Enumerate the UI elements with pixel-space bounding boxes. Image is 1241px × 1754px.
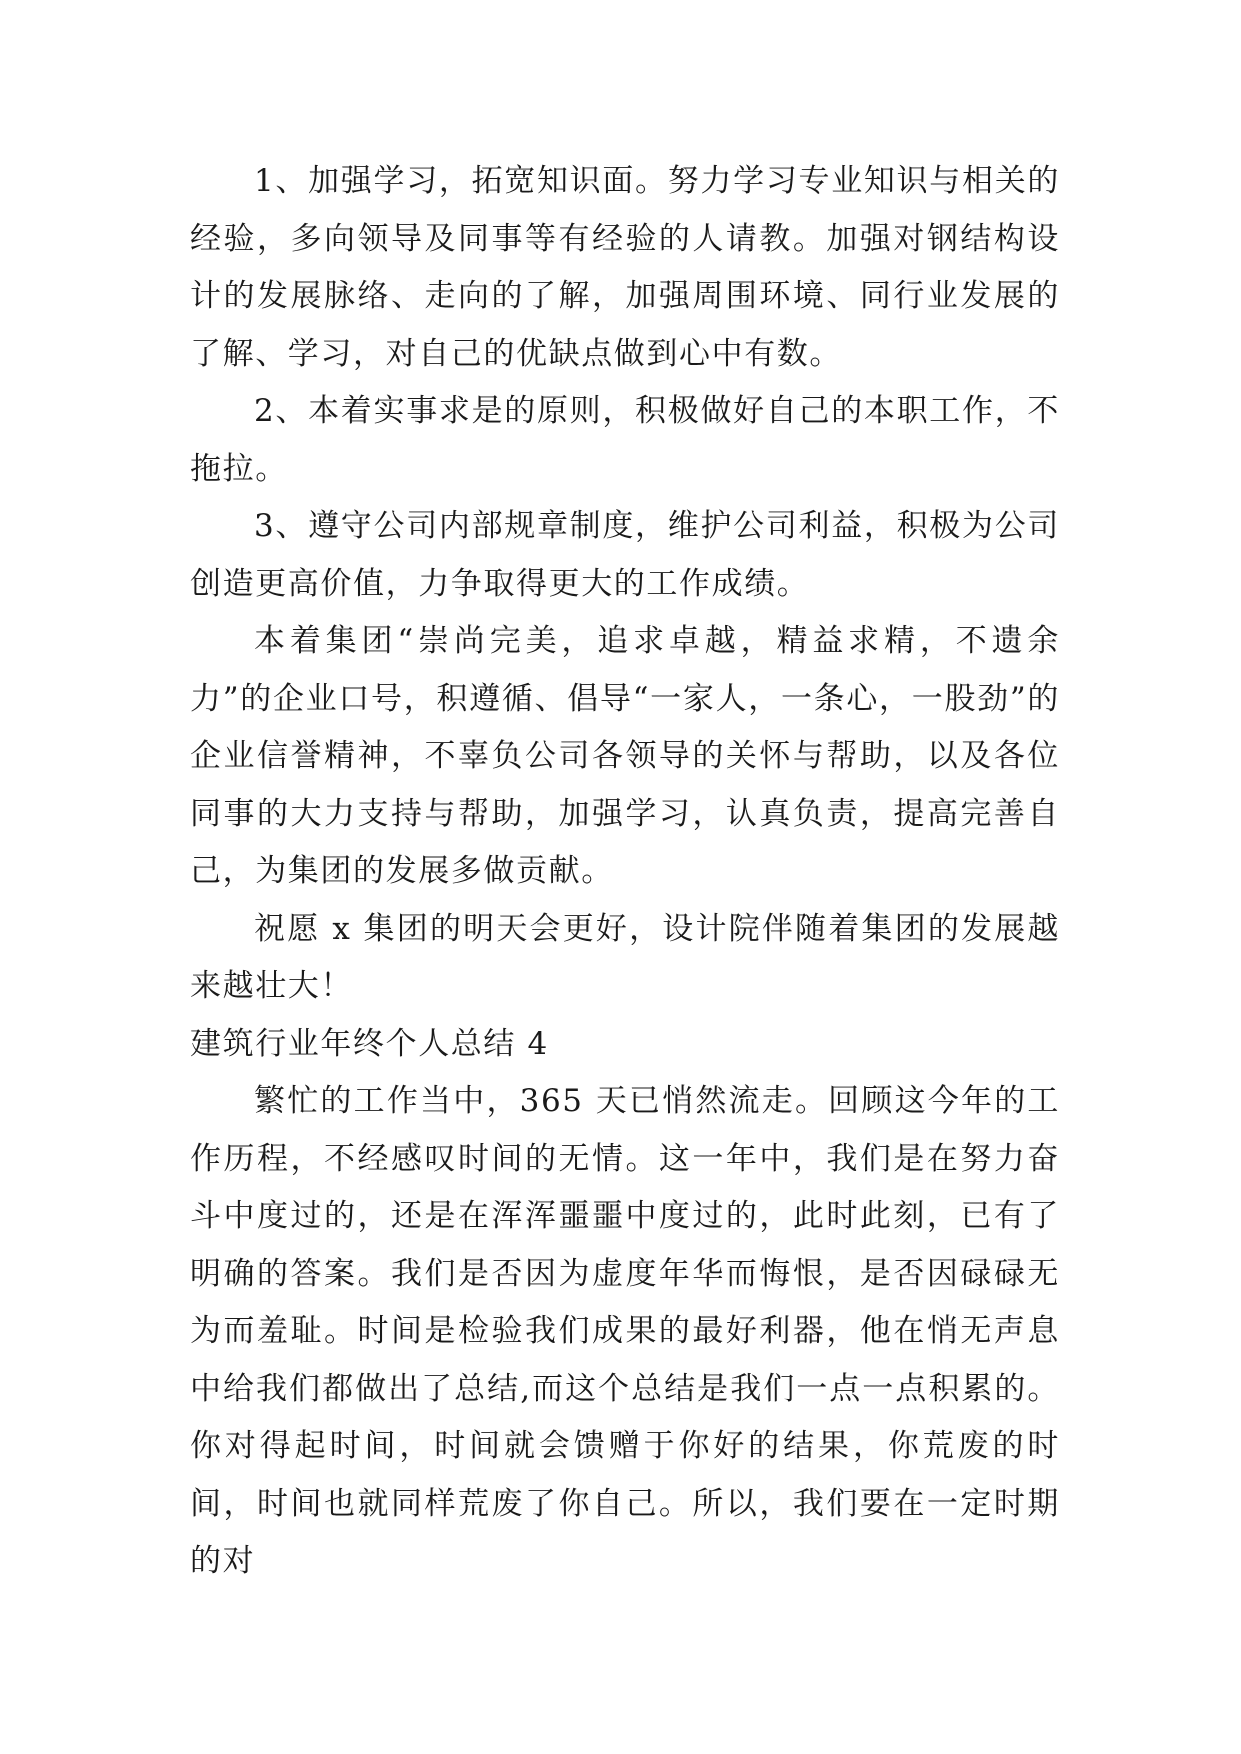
paragraph-4: 本着集团“崇尚完美，追求卓越，精益求精，不遗余力”的企业口号，积遵循、倡导“一家人，一条心，一股劲”的企业信誉精神，不辜负公司各领导的关怀与帮助，以及各位同事的大力支持与帮助，加强学习，认真负责，提高完善自己，为集团的发展多做贡献。: [190, 623, 1060, 889]
paragraph-2: 2、本着实事求是的原则，积极做好自己的本职工作，不拖拉。: [190, 393, 1060, 487]
paragraph-5: 祝愿 x 集团的明天会更好，设计院伴随着集团的发展越来越壮大！: [190, 910, 1060, 1004]
section-heading: 建筑行业年终个人总结 4: [190, 1025, 549, 1062]
paragraph-1: 1、加强学习，拓宽知识面。努力学习专业知识与相关的经验，多向领导及同事等有经验的人请教。加强对钢结构设计的发展脉络、走向的了解，加强周围环境、同行业发展的了解、学习，对自己的优缺点做到心中有数。: [190, 163, 1060, 372]
paragraph-6: 繁忙的工作当中，365 天已悄然流走。回顾这今年的工作历程，不经感叹时间的无情。这一年中，我们是在努力奋斗中度过的，还是在浑浑噩噩中度过的，此时此刻，已有了明确的答案。我们是否因为虚度年华而悔恨，是否因碌碌无为而羞耻。时间是检验我们成果的最好利器，他在悄无声息中给我们都做出了总结,而这个总结是我们一点一点积累的。你对得起时间，时间就会馈赠于你好的结果，你荒废的时间，时间也就同样荒废了你自己。所以，我们要在一定时期的对: [190, 1083, 1060, 1579]
paragraph-3: 3、遵守公司内部规章制度，维护公司利益，积极为公司创造更高价值，力争取得更大的工作成绩。: [190, 508, 1060, 602]
document-body: [190, 153, 1060, 1591]
